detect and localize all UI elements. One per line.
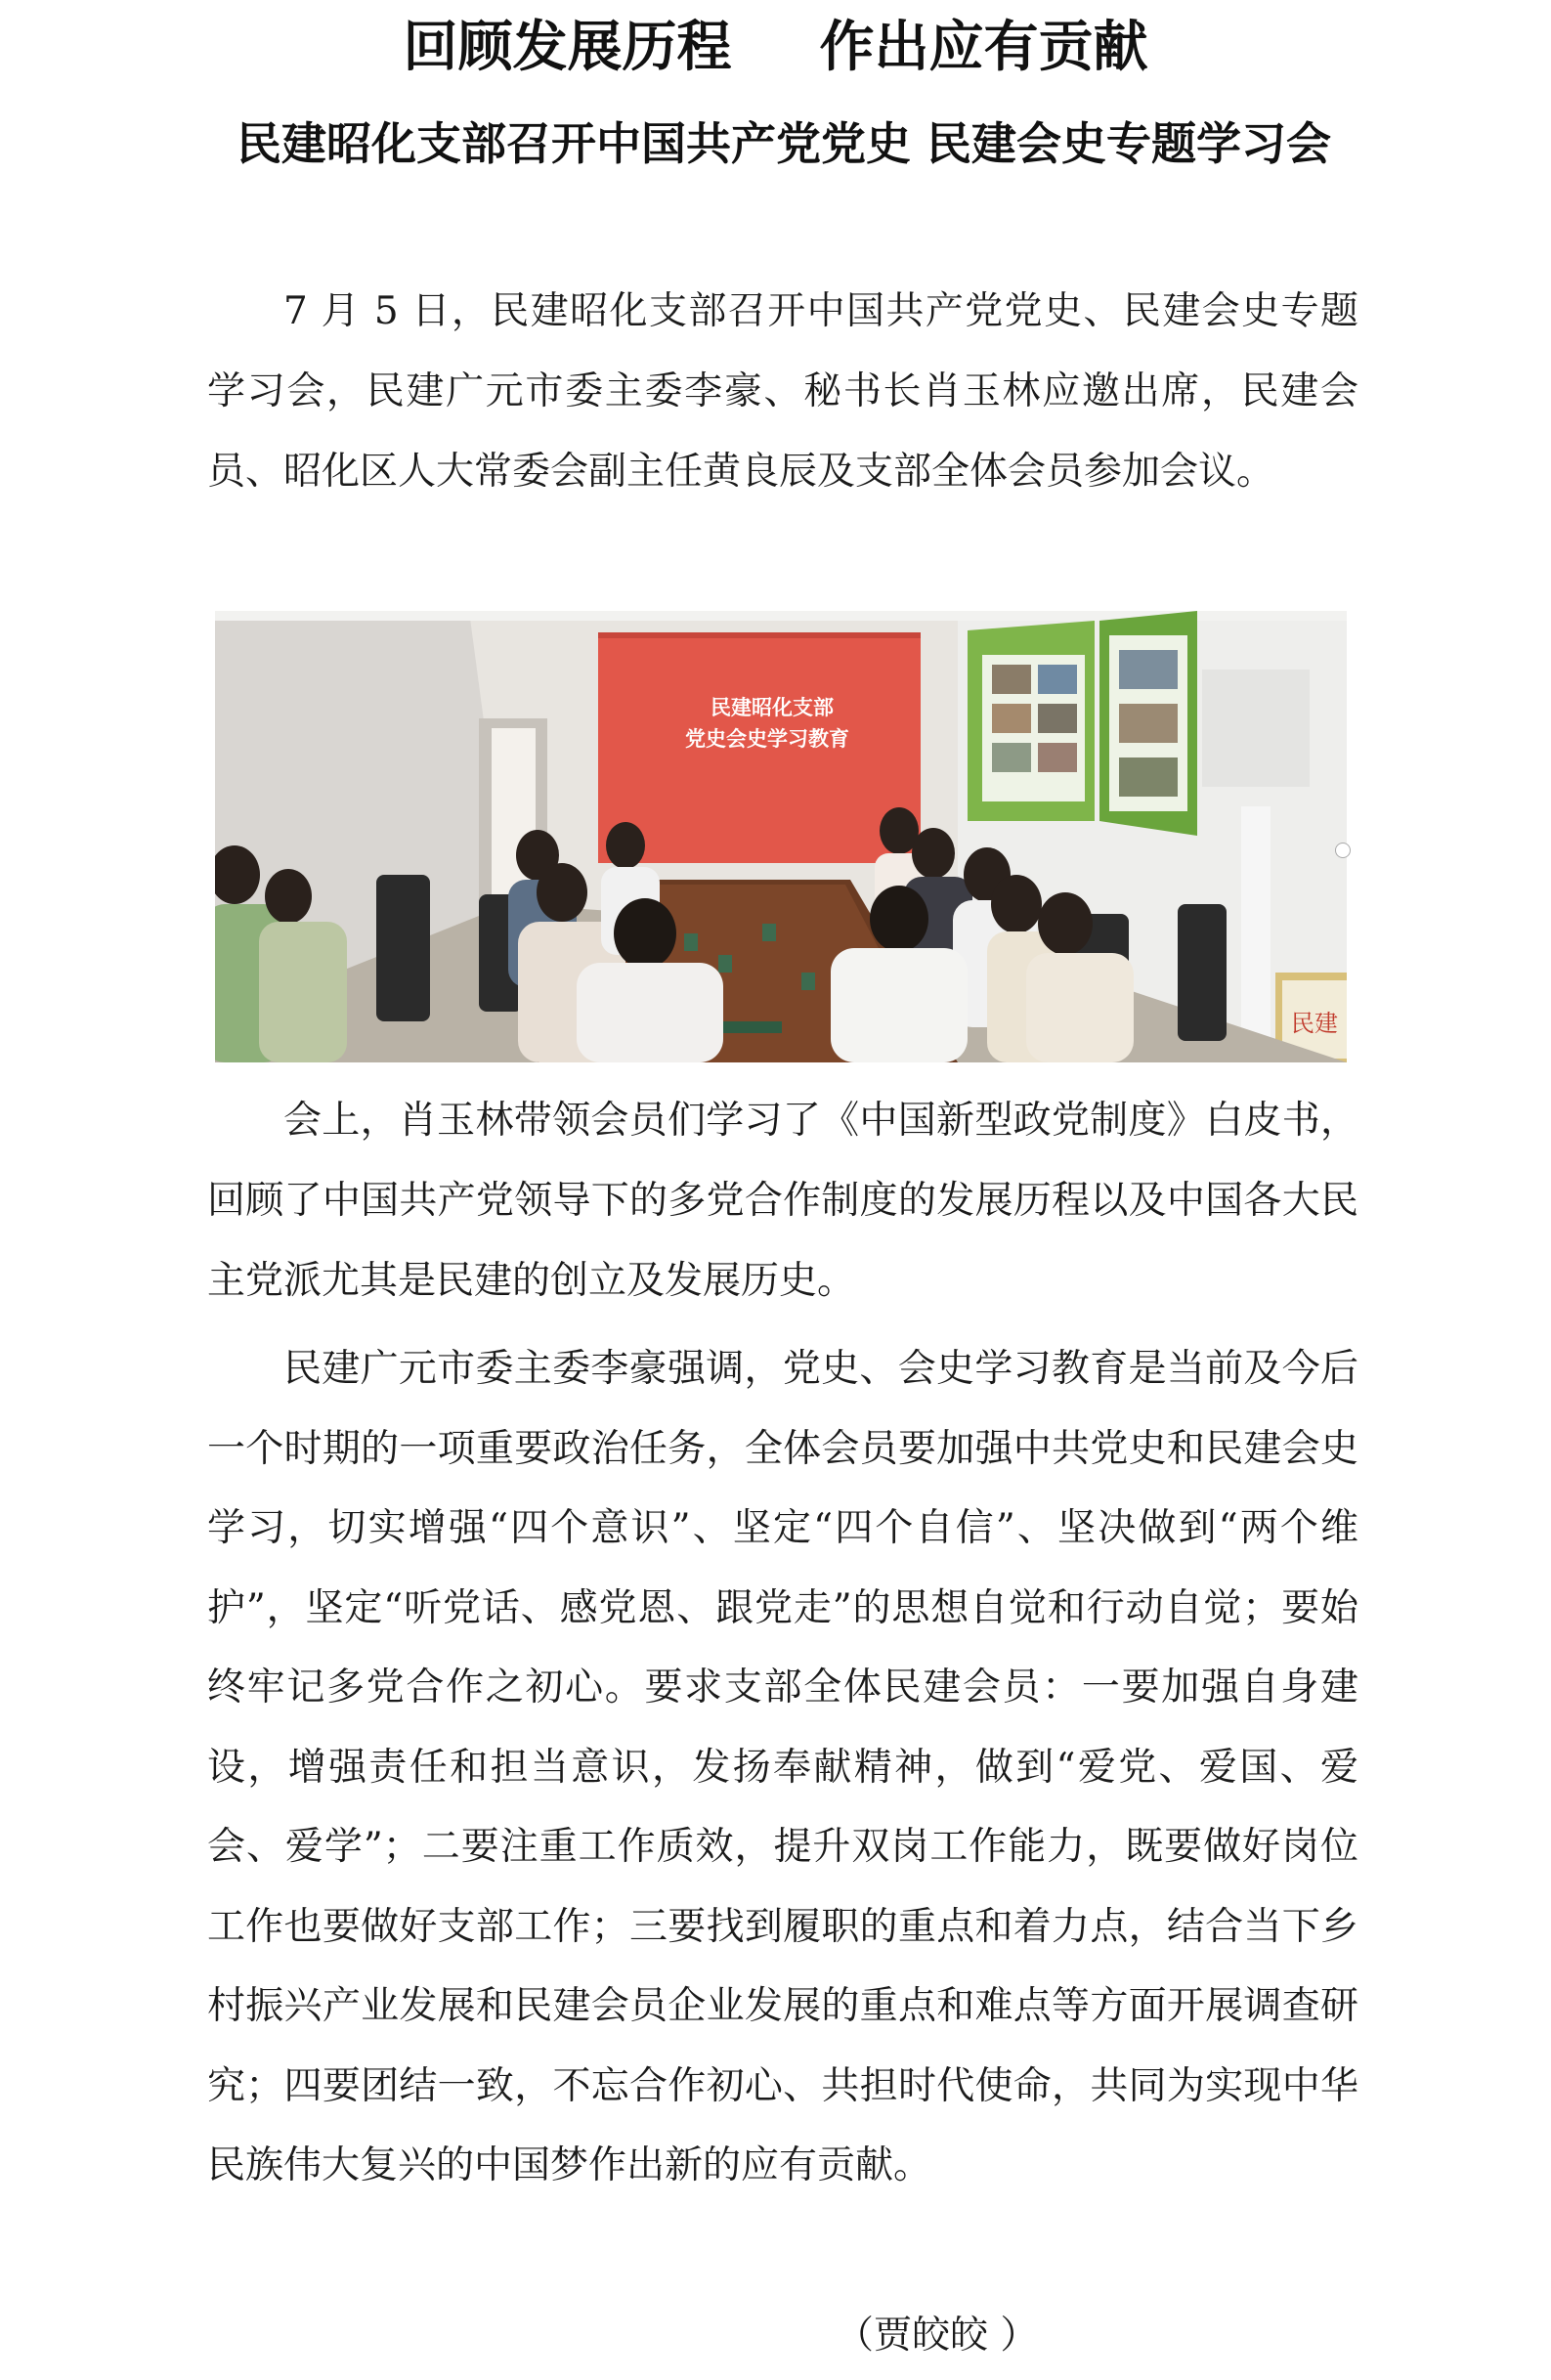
meeting-photo — [215, 611, 1347, 1062]
paragraph-3-block — [207, 1329, 1358, 2206]
wall-sign-text: 民建 — [1291, 1010, 1338, 1037]
image-scroll-handle[interactable] — [1335, 843, 1351, 858]
paragraph-1-block — [207, 272, 1358, 512]
title-part-2: 作出应有贡献 — [819, 15, 1148, 79]
screen-text-line-2: 党史会史学习教育 — [685, 727, 849, 751]
article-subtitle: 民建昭化支部召开中国共产党党史 民建会史专题学习会 — [236, 117, 1331, 170]
meeting-photo-illustration — [215, 611, 1347, 1062]
paragraph-2-block — [207, 1081, 1358, 1321]
author-signature: （贾皎皎 ） — [836, 2314, 1039, 2358]
paragraph-3: 民建广元市委主委李豪强调，党史、会史学习教育是当前及今后一个时期的一项重要政治任务，全体会员要加强中共党史和民建会史学习，切实增强“四个意识”、坚定“四个自信”、坚决做到“两个维护”，坚定“听党话、感党恩、跟党走”的思想自觉和行动自觉；要始终牢记多党合作之初心。要求支部全体民建会员：一要加强自身建设，增强责任和担当意识，发扬奉献精神，做到“爱党、爱国、爱会、爱学”；二要注重工作质效，提升双岗工作能力，既要做好岗位工作也要做好支部工作；三要找到履职的重点和着力点，结合当下乡村振兴产业发展和民建会员企业发展的重点和难点等方面开展调查研究；四要团结一致，不忘合作初心、共担时代使命，共同为实现中华民族伟大复兴的中国梦作出新的应有贡献。 — [207, 1347, 1358, 2187]
title-part-1: 回顾发展历程 — [403, 15, 732, 79]
paragraph-1: 7 月 5 日，民建昭化支部召开中国共产党党史、民建会史专题学习会，民建广元市委主委李豪、秘书长肖玉林应邀出席，民建会员、昭化区人大常委会副主任黄良辰及支部全体会员参加会议。 — [207, 289, 1358, 494]
screen-text-line-1: 民建昭化支部 — [711, 696, 834, 719]
article-title — [0, 8, 1551, 86]
paragraph-2: 会上，肖玉林带领会员们学习了《中国新型政党制度》白皮书，回顾了中国共产党领导下的多党合作制度的发展历程以及中国各大民主党派尤其是民建的创立及发展历史。 — [207, 1099, 1358, 1303]
